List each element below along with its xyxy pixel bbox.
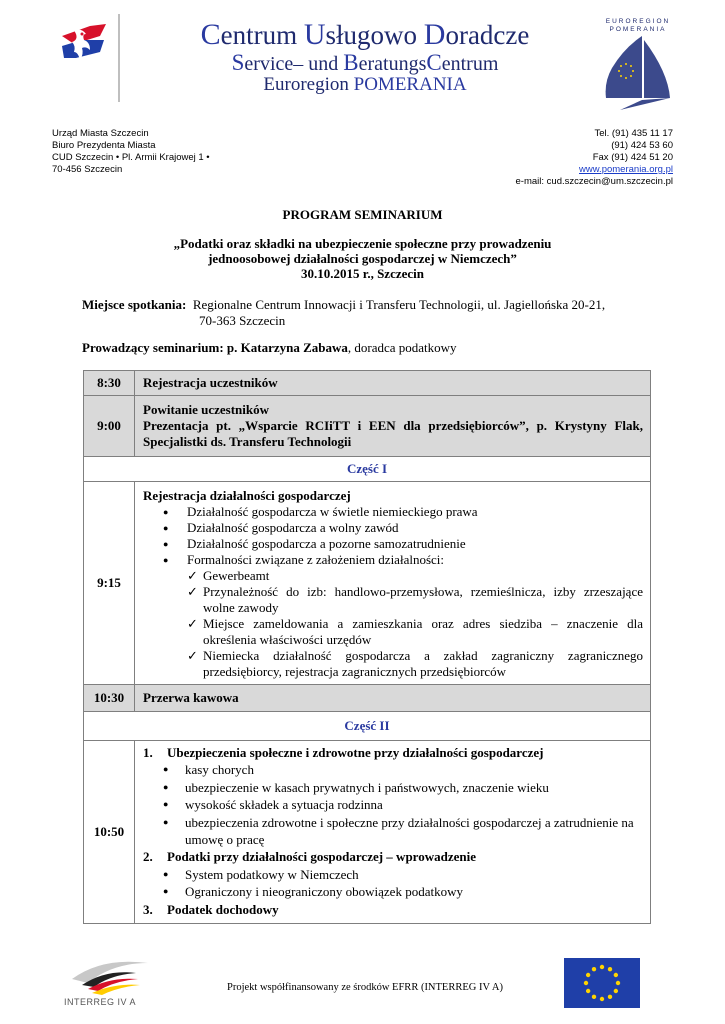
bullet-icon: ● <box>163 507 169 517</box>
eu-star-icon <box>584 981 588 985</box>
list-number: 2. <box>143 849 153 865</box>
list-item <box>143 901 643 918</box>
initial-letter: U <box>303 18 326 51</box>
list-item-text: wysokość składek a sytuacja rodzinna <box>185 797 383 813</box>
address-line: 70-456 Szczecin <box>52 164 123 175</box>
session-title: Powitanie uczestników <box>143 402 270 417</box>
part-heading: Część II <box>84 712 651 741</box>
phone-1: Tel. (91) 435 11 17 <box>594 128 673 139</box>
szczecin-logo-icon <box>60 22 108 64</box>
address-line: CUD Szczecin • Pl. Armii Krajowej 1 • <box>52 152 210 163</box>
venue-address: Regionalne Centrum Innowacji i Transferu Technologii, ul. Jagiellońska 20-21, <box>192 297 606 312</box>
bullet-icon: ● <box>163 799 169 810</box>
table-row <box>84 396 651 457</box>
list-item-text: Miejsce zameldowania a zamieszkania oraz adres siedziba – znaczenie dla określenia właściwości urzędów <box>203 616 643 647</box>
title-text: entrum <box>441 53 499 75</box>
contact-right <box>516 128 673 188</box>
table-row <box>84 712 651 741</box>
list-item-text: Niemiecka działalność gospodarcza a zakład zagraniczny zagranicznego przedsiębiorcy, rejestracja zagranicznych przedsiębiorców <box>203 648 643 679</box>
subtitle-line: „Podatki oraz składki na ubezpieczenie społeczne przy prowadzeniu <box>173 236 552 251</box>
time-cell: 9:00 <box>84 396 135 457</box>
header-title-line-1 <box>150 18 580 52</box>
time-cell: 8:30 <box>84 371 135 396</box>
list-number: 3. <box>143 901 153 917</box>
list-item-text: ubezpieczenia zdrowotne i społeczne przy działalności gospodarczej a zatrudnienie na umowę o pracę <box>185 814 634 848</box>
list-item-text: Działalność gospodarcza a wolny zawód <box>187 520 399 535</box>
list-item <box>143 761 643 778</box>
list-item-text: System podatkowy w Niemczech <box>185 866 359 882</box>
title-text: entrum <box>220 20 304 50</box>
list-item <box>143 616 643 648</box>
list-number: 1. <box>143 745 153 760</box>
eu-star-icon <box>600 997 604 1001</box>
list-item-text: Podatki przy działalności gospodarczej – wprowadzenie <box>167 849 476 865</box>
list-item <box>143 814 643 849</box>
checkmark-icon: ✓ <box>187 568 198 583</box>
interreg-swoosh-icon <box>62 953 154 1009</box>
euroregion-pomerania-logo <box>602 16 674 112</box>
bullet-icon: ● <box>163 781 169 792</box>
list-item-text: Formalności związane z założeniem działalności: <box>187 552 444 567</box>
check-list <box>143 568 643 680</box>
title-text: eratungs <box>358 53 427 75</box>
list-item <box>143 584 643 616</box>
session-content <box>135 741 651 924</box>
list-item <box>143 848 643 865</box>
list-item <box>143 883 643 900</box>
host-label: Prowadzący seminarium: p. Katarzyna Zabawa <box>82 340 348 355</box>
bullet-icon: ● <box>163 868 169 879</box>
list-item-text: Przynależność do izb: handlowo-przemysłowa, rzemieślnicza, izby zrzeszające wolne zawody <box>203 584 643 615</box>
bullet-icon: ● <box>163 816 169 827</box>
fax: Fax (91) 424 51 20 <box>592 152 673 163</box>
header-title-line-2 <box>150 50 580 76</box>
time-cell: 9:15 <box>84 482 135 685</box>
initial-letter: C <box>426 50 442 75</box>
phone-2: (91) 424 53 60 <box>611 140 673 151</box>
session-title: Rejestracja działalności gospodarczej <box>143 488 351 503</box>
title-text: oradcze <box>445 20 530 50</box>
website-link[interactable]: www.pomerania.org.pl <box>579 164 673 175</box>
initial-letter: B <box>343 50 359 75</box>
title-text: Euroregion <box>263 74 354 95</box>
table-row <box>84 482 651 685</box>
time-cell: 10:30 <box>84 685 135 712</box>
email: e-mail: cud.szczecin@um.szczecin.pl <box>515 176 673 187</box>
eu-star-icon <box>614 989 618 993</box>
list-item <box>143 520 643 536</box>
eu-star-icon <box>586 989 590 993</box>
list-item-text: Ubezpieczenia społeczne i zdrowotne przy działalności gospodarczej <box>167 745 544 760</box>
list-item <box>143 744 643 761</box>
bullet-icon: ● <box>163 886 169 897</box>
initial-letter: S <box>231 50 245 75</box>
list-item-text: Działalność gospodarcza a pozorne samozatrudnienie <box>187 536 466 551</box>
logo-text-line-2: POMERANIA <box>609 26 667 33</box>
venue <box>82 297 642 329</box>
host-role: , doradca podatkowy <box>347 340 457 355</box>
checkmark-icon: ✓ <box>187 584 198 599</box>
numbered-list <box>143 744 643 761</box>
bullet-icon: ● <box>163 555 169 565</box>
subtitle-line: jednoosobowej działalności gospodarczej w Niemczech” <box>208 251 517 266</box>
bullet-icon: ● <box>163 523 169 533</box>
list-item-text: ubezpieczenie w kasach prywatnych i państwowych, znaczenie wieku <box>185 779 549 795</box>
list-item-text: Gewerbeamt <box>203 568 270 583</box>
numbered-list <box>143 901 643 918</box>
session-detail: Prezentacja pt. „Wsparcie RCIiTT i EEN dla przedsiębiorców”, p. Krystyny Flak, Specjalistki ds. Transferu Technologii <box>143 418 643 449</box>
pomerania-sail-icon <box>602 16 674 112</box>
list-item <box>143 648 643 680</box>
table-row <box>84 371 651 396</box>
subtitle-date: 30.10.2015 r., Szczecin <box>301 266 424 281</box>
address-line: Biuro Prezydenta Miasta <box>52 140 156 151</box>
initial-letter: C <box>200 18 221 51</box>
eu-star-icon <box>608 995 612 999</box>
eu-star-icon <box>592 967 596 971</box>
checkmark-icon: ✓ <box>187 648 198 663</box>
part-heading: Część I <box>84 457 651 482</box>
schedule-table <box>83 370 651 924</box>
checkmark-icon: ✓ <box>187 616 198 631</box>
logo-text-line-1: EUROREGION <box>605 18 671 25</box>
title-highlight: POMERANIA <box>353 74 467 95</box>
list-item <box>143 779 643 796</box>
list-item-text: Podatek dochodowy <box>167 901 279 917</box>
address-line: Urząd Miasta Szczecin <box>52 128 149 139</box>
eu-star-icon <box>586 973 590 977</box>
header-divider <box>118 14 120 102</box>
header-title-line-3 <box>150 74 580 96</box>
program-heading: PROGRAM SEMINARIUM <box>282 207 443 222</box>
bullet-list <box>143 761 643 848</box>
title-text: ervice– und <box>244 53 344 75</box>
eu-star-icon <box>600 965 604 969</box>
list-item-text: Działalność gospodarcza w świetle niemieckiego prawa <box>187 504 478 519</box>
address-left <box>52 128 210 176</box>
cofinance-note: Projekt współfinansowany ze środków EFRR (INTERREG IV A) <box>227 982 503 993</box>
bullet-icon: ● <box>163 764 169 775</box>
table-row <box>84 741 651 924</box>
bullet-list <box>143 504 643 568</box>
eu-flag-icon <box>564 958 640 1008</box>
eu-star-icon <box>608 967 612 971</box>
bullet-icon: ● <box>163 539 169 549</box>
bullet-list <box>143 866 643 901</box>
title-text: sługowo <box>325 20 424 50</box>
interreg-logo <box>62 953 154 1009</box>
initial-letter: D <box>423 18 446 51</box>
session-title: Przerwa kawowa <box>135 685 651 712</box>
eu-star-icon <box>592 995 596 999</box>
list-item <box>143 504 643 520</box>
time-cell: 10:50 <box>84 741 135 924</box>
session-content <box>135 482 651 685</box>
venue-label: Miejsce spotkania: <box>82 297 187 312</box>
session-content <box>135 396 651 457</box>
list-item-text: Ograniczony i nieograniczony obowiązek podatkowy <box>185 884 463 900</box>
numbered-list <box>143 848 643 865</box>
list-item-text: kasy chorych <box>185 762 254 778</box>
eu-star-icon <box>614 973 618 977</box>
session-title: Rejestracja uczestników <box>135 371 651 396</box>
list-item <box>143 568 643 584</box>
interreg-label: INTERREG IV A <box>64 997 137 1007</box>
list-item <box>143 552 643 568</box>
program-subtitle <box>0 236 725 281</box>
list-item <box>143 796 643 813</box>
table-row <box>84 457 651 482</box>
table-row <box>84 685 651 712</box>
host <box>82 340 642 356</box>
list-item <box>143 536 643 552</box>
eu-star-icon <box>616 981 620 985</box>
venue-postcode: 70-363 Szczecin <box>199 313 286 328</box>
list-item <box>143 866 643 883</box>
